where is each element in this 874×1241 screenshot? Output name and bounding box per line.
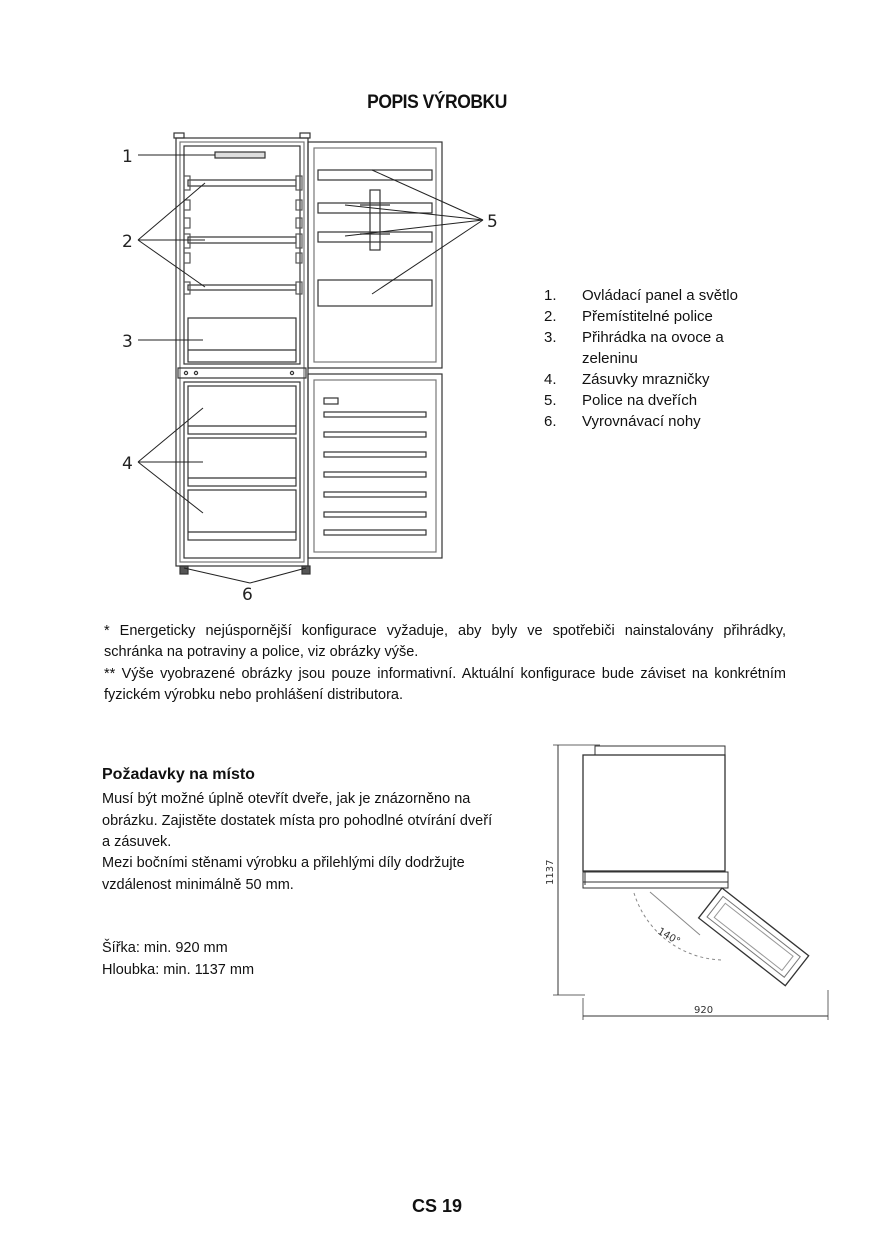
page-number: CS 19 (411, 1196, 463, 1216)
depth-dimension: 1137 (545, 859, 556, 885)
page-title: POPIS VÝROBKU (367, 92, 507, 113)
requirements-door-text: Musí být možné úplně otevřít dveře, jak je znázorněno na obrázku. Zajistěte dostatek místa pro pohodlné otvírání dveří a zásuvek. (102, 791, 493, 850)
callout-3: 3 (122, 332, 133, 352)
requirements-gap-text: Mezi bočními stěnami výrobku a přilehlými díly dodržujte vzdálenost minimálně 50 mm. (102, 855, 465, 893)
callout-4: 4 (122, 454, 133, 474)
legend-text: Zásuvky mrazničky (582, 371, 710, 388)
legend-num: 6. (544, 413, 557, 430)
legend-item (544, 306, 752, 327)
legend-item (544, 411, 752, 432)
legend-num: 3. (544, 329, 557, 346)
legend-item (544, 390, 752, 411)
legend-text: Přihrádka na ovoce a zeleninu (582, 329, 724, 367)
info-note: ** Výše vyobrazené obrázky jsou pouze informativní. Aktuální konfigurace bude záviset na konkrétním fyzickém výrobku nebo prohlášení distributora. (104, 666, 786, 703)
legend-item (544, 327, 752, 369)
requirements-title: Požadavky na místo (102, 766, 255, 783)
legend-text: Ovládací panel a světlo (582, 287, 738, 304)
legend-text: Přemístitelné police (582, 308, 713, 325)
legend-num: 4. (544, 371, 557, 388)
legend-text: Police na dveřích (582, 392, 698, 409)
energy-note: * Energeticky nejúspornější konfigurace vyžaduje, aby byly ve spotřebiči nainstalovány přihrádky, schránka na potraviny a police, viz obrázky výše. (104, 623, 786, 660)
opening-angle: 140° (655, 926, 682, 948)
legend-item (544, 285, 752, 306)
legend-item (544, 369, 752, 390)
parts-legend (544, 285, 752, 432)
legend-num: 1. (544, 287, 557, 304)
requirements-depth: Hloubka: min. 1137 mm (102, 962, 255, 978)
callout-6: 6 (242, 585, 253, 605)
callout-2: 2 (122, 232, 133, 252)
width-dimension: 920 (694, 1005, 714, 1016)
legend-num: 5. (544, 392, 557, 409)
requirements-width: Šířka: min. 920 mm (102, 940, 228, 956)
callout-1: 1 (122, 147, 133, 167)
legend-num: 2. (544, 308, 557, 325)
legend-text: Vyrovnávací nohy (582, 413, 701, 430)
callout-5: 5 (487, 212, 498, 232)
